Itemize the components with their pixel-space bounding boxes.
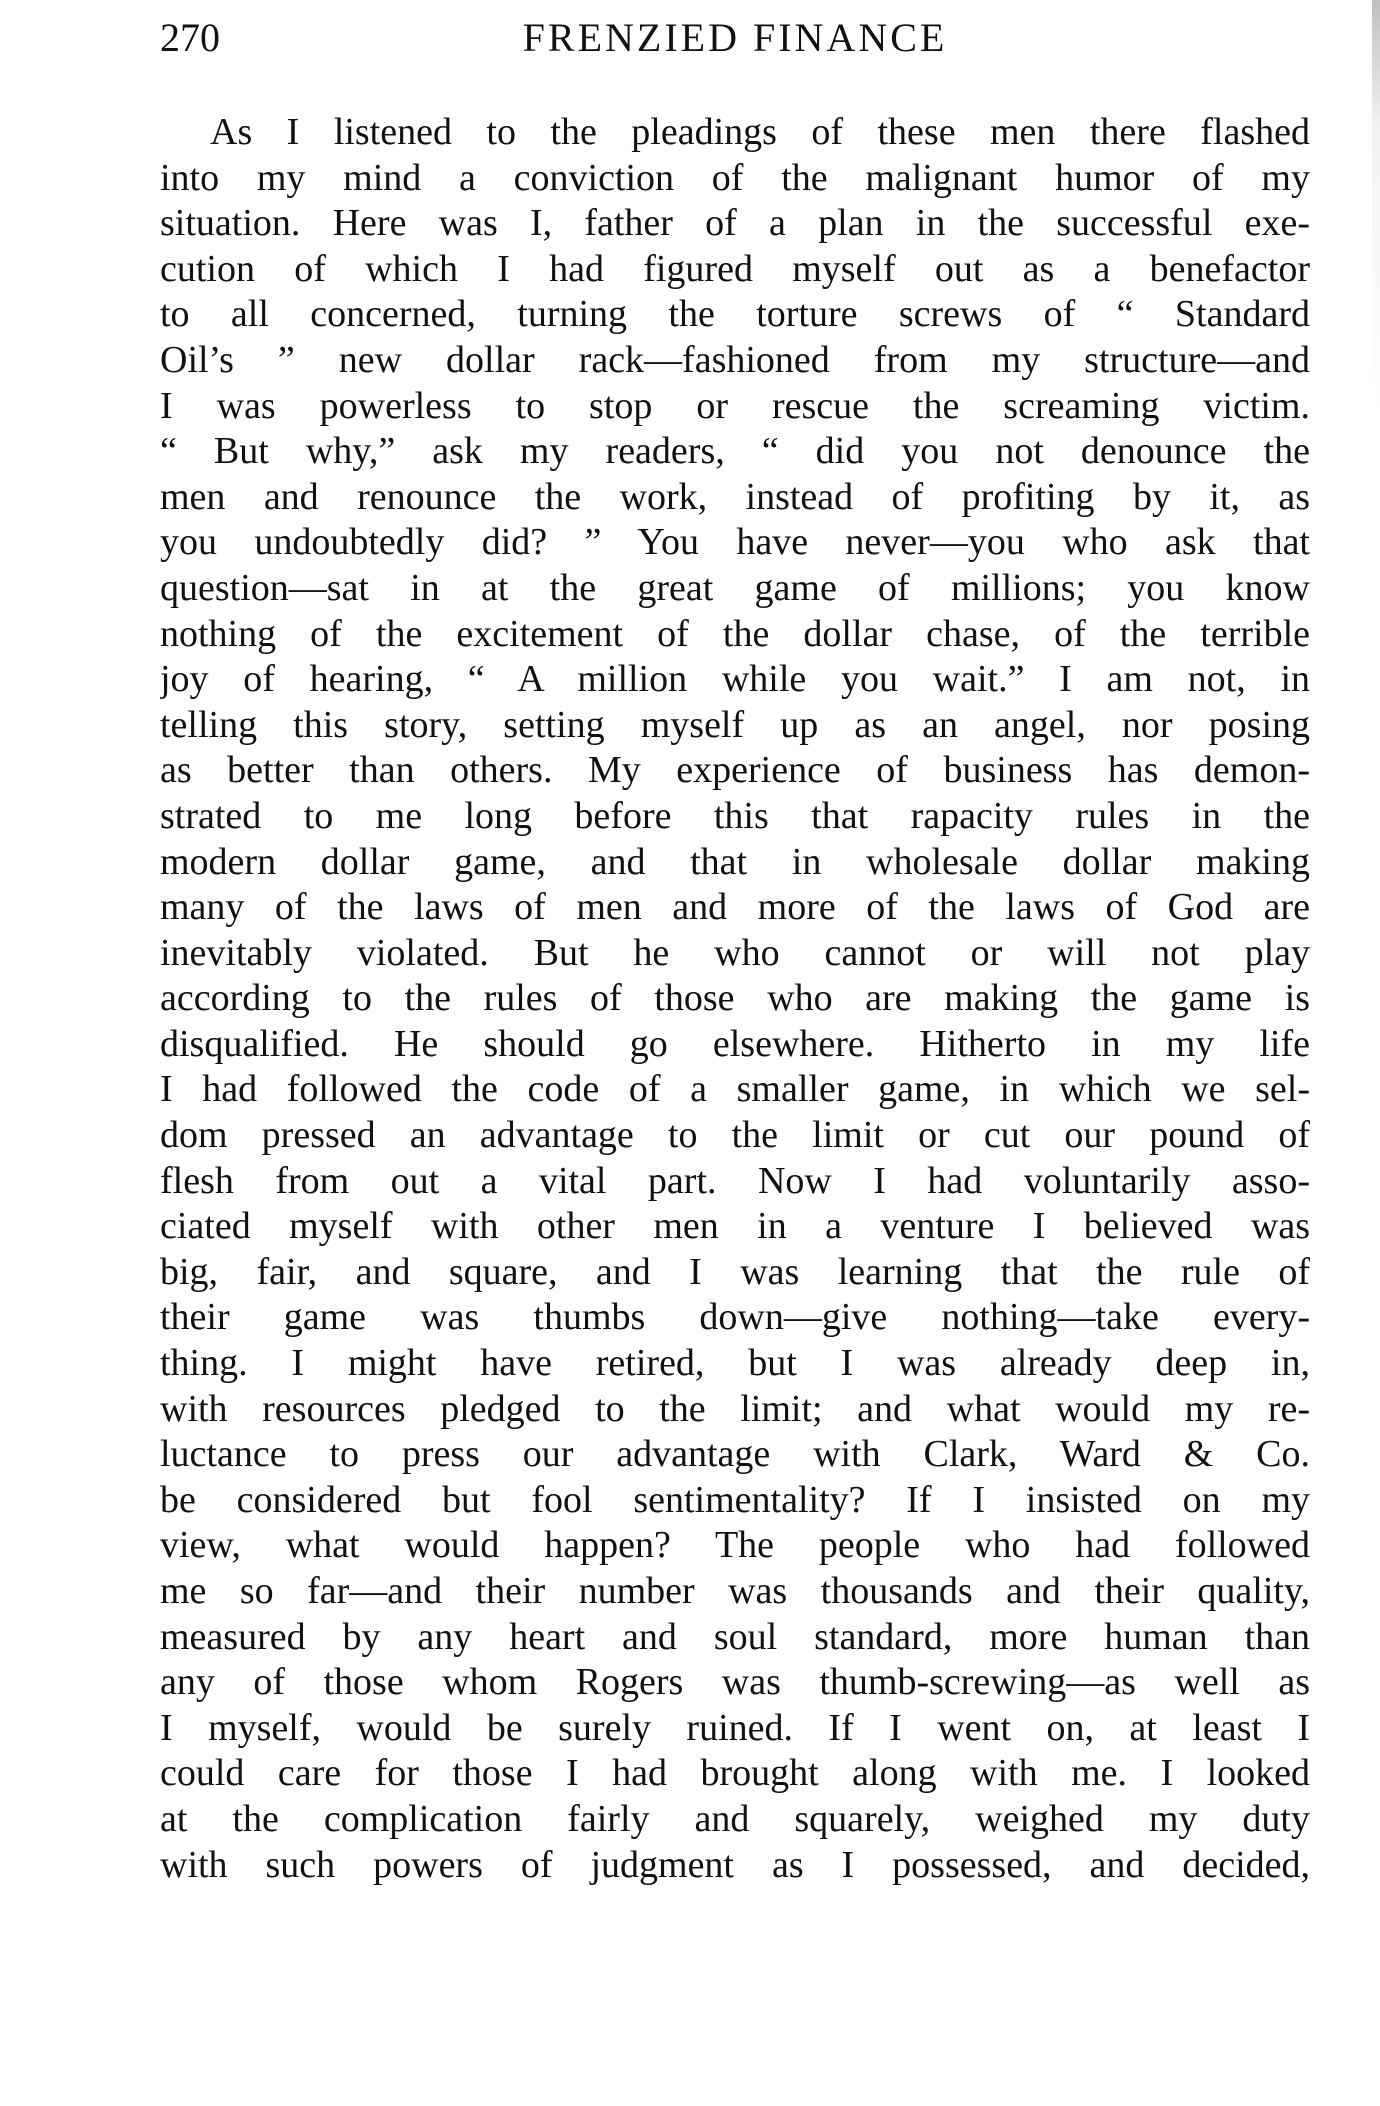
text-line: any of those whom Rogers was thumb-screwing—as well as (160, 1661, 1310, 1704)
text-line: modern dollar game, and that in wholesale dollar making (160, 840, 1310, 883)
running-head (160, 8, 1310, 68)
text-line: be considered but fool sentimentality? If I insisted on my (160, 1478, 1310, 1521)
text-line: big, fair, and square, and I was learning that the rule of (160, 1250, 1310, 1293)
text-line: at the complication fairly and squarely, weighed my duty (160, 1797, 1310, 1840)
text-line: flesh from out a vital part. Now I had voluntarily asso- (160, 1159, 1310, 1202)
text-line: situation. Here was I, father of a plan in the successful exe- (160, 202, 1310, 245)
text-line: nothing of the excitement of the dollar chase, of the terrible (160, 612, 1310, 655)
text-line: As I listened to the pleadings of these men there flashed (210, 111, 1310, 153)
text-line: men and renounce the work, instead of profiting by it, as (160, 475, 1310, 518)
text-line: with such powers of judgment as I possessed, and decided, (160, 1843, 1310, 1886)
text-line: according to the rules of those who are making the game is (160, 977, 1310, 1020)
text-line: many of the laws of men and more of the laws of God are (160, 886, 1310, 929)
text-line: you undoubtedly did? ” You have never—you who ask that (160, 521, 1310, 564)
running-title: FRENZIED FINANCE (522, 15, 948, 60)
body-paragraph (160, 110, 1310, 1888)
page-number: 270 (160, 15, 220, 60)
text-line: inevitably violated. But he who cannot or will not play (160, 931, 1310, 974)
text-line: their game was thumbs down—give nothing—take every- (160, 1296, 1310, 1339)
text-line: into my mind a conviction of the malignant humor of my (160, 156, 1310, 199)
text-line: dom pressed an advantage to the limit or cut our pound of (160, 1114, 1310, 1157)
text-line: measured by any heart and soul standard, more human than (160, 1615, 1310, 1658)
text-line: I had followed the code of a smaller game, in which we sel- (160, 1068, 1310, 1111)
text-line: telling this story, setting myself up as an angel, nor posing (160, 703, 1310, 746)
text-line: joy of hearing, “ A million while you wait.” I am not, in (160, 658, 1310, 701)
text-line: with resources pledged to the limit; and what would my re- (160, 1387, 1310, 1430)
text-line: cution of which I had figured myself out as a benefactor (160, 247, 1310, 290)
text-line: me so far—and their number was thousands and their quality, (160, 1570, 1310, 1612)
text-line: I was powerless to stop or rescue the screaming victim. (160, 384, 1310, 427)
text-line: thing. I might have retired, but I was already deep in, (160, 1342, 1310, 1385)
text-line: as better than others. My experience of business has demon- (160, 749, 1310, 792)
text-line: question—sat in at the great game of millions; you know (160, 566, 1310, 609)
text-line: strated to me long before this that rapacity rules in the (160, 794, 1310, 837)
text-line: luctance to press our advantage with Clark, Ward & Co. (160, 1433, 1310, 1476)
text-line: could care for those I had brought along with me. I looked (160, 1752, 1310, 1795)
text-line: I myself, would be surely ruined. If I went on, at least I (160, 1706, 1310, 1749)
text-line: ciated myself with other men in a venture I believed was (160, 1205, 1310, 1248)
page-edge-shadow (1372, 0, 1380, 420)
text-line: “ But why,” ask my readers, “ did you not denounce the (160, 430, 1310, 473)
text-line: to all concerned, turning the torture screws of “ Standard (160, 293, 1310, 336)
text-line: view, what would happen? The people who had followed (160, 1524, 1310, 1567)
text-line: disqualified. He should go elsewhere. Hitherto in my life (160, 1022, 1310, 1065)
text-line: Oil’s ” new dollar rack—fashioned from my structure—and (160, 338, 1310, 381)
